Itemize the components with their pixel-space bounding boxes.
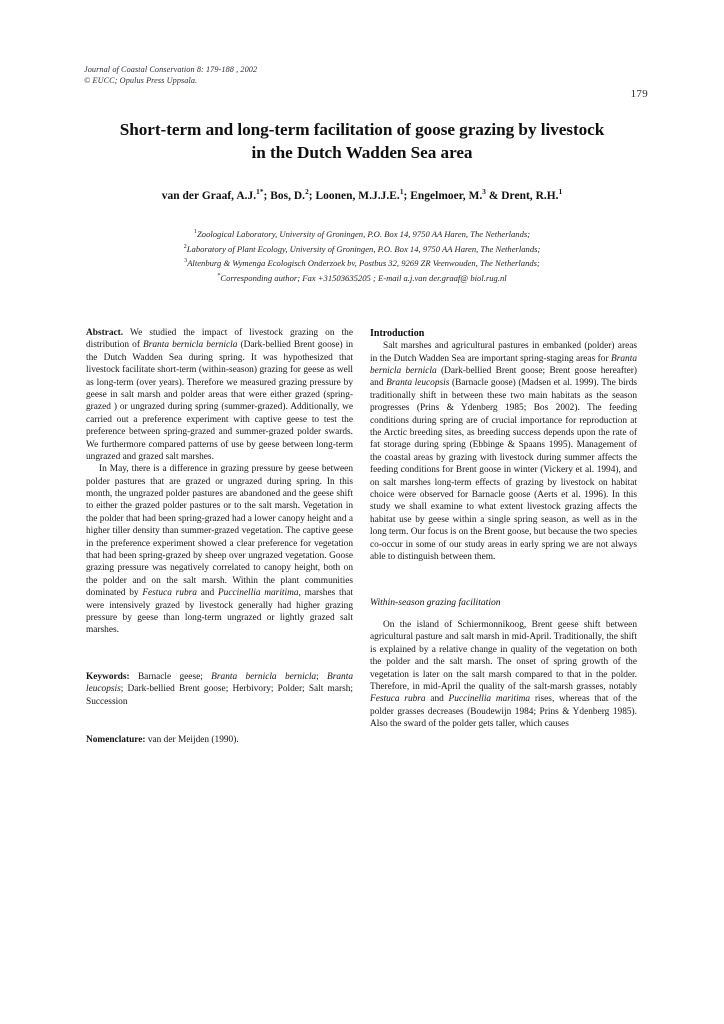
keywords-species-2: Branta leucopsis [86,671,353,695]
author-1-affiliation-marker: 1* [256,188,264,196]
affiliation-3 [62,256,662,271]
intro-species-2: Branta leucopsis [386,378,450,389]
corresponding-author-text: Corresponding author; Fax +31503635205 ; E-mail a.j.van der.graaf@ biol.rug.nl [220,272,507,283]
author-4-affiliation-marker: 3 [482,188,486,196]
keywords-paragraph [86,671,353,708]
author-5-name: Drent, R.H. [501,189,559,202]
column-left [86,327,353,746]
author-3-affiliation-marker: 1 [399,188,404,196]
affiliation-2 [62,242,662,257]
abstract-p2-text-a: In May, there is a difference in grazing pressure by geese between polder pastures that are grazed or ungrazed during spring. In this month, the ungrazed polder pastures are abandoned and the geese shift to either the grazed polder pastures or to the salt marsh. Vegetation in the polder that had been spring-grazed had a lower canopy height and a higher tiller density than summer-grazed vegetation. The captive geese in the preference experiment showed a clear preference for vegetation that had been spring-grazed by sheep over ungrazed vegetation. Goose grazing pressure was negatively correlated to canopy height, both on the polder and on the salt marsh. Within the plant communities dominated by [86,464,353,599]
title-line-1: Short-term and long-term facilitation of goose grazing by livestock [119,120,605,139]
spacer-abstract-keywords [86,637,353,671]
affiliation-3-marker: 3 [184,257,188,265]
affiliation-2-marker: 2 [183,242,187,250]
affiliation-1-text: Zoological Laboratory, University of Groningen, P.O. Box 14, 9750 AA Haren, The Netherlands; [197,228,531,239]
intro-text-c: (Barnacle goose) (Madsen et al. 1999). The birds traditionally shift in between these two main habitats as the season progresses (Prins & Ydenberg 1985; Bos 2002). The feeding conditions during spring are of crucial importance for reproduction at the Arctic breeding sites, as breeding success depends upon the rate of fat storage during spring (Ebbinge & Spaans 1995). Management of the coastal areas by grazing with livestock during summer affects the feeding conditions for Brent goose in winter (Vickery et al. 1994), and on salt marshes long-term effects of grazing by livestock on habitat choice were observed for Barnacle goose (Aerts et al. 1996). In this study we shall examine to what extent livestock grazing affects the habitat use by geese within a single spring season, as well as in the long term. Our focus is on the Brent goose, but because the two species co-occur in some of our study areas in early spring we are not always able to distinguish between them. [370,378,638,562]
abstract-p1-text-b: (Dark-bellied Brent goose) in the Dutch Wadden Sea during spring. It was hypothesized that livestock facilitate short-term (within-season) grazing for geese as well as long-term (over years). Therefore we measured grazing pressure by geese in salt marsh and polder areas that were either grazed (spring-grazed ) or ungrazed during spring (summer-grazed). Additionally, we carried out a preference experiment with captive geese to test the preference between spring-grazed and summer-grazed polder swards. We furthermore compared patterns of use by geese between long-term ungrazed and grazed salt marshes. [86,340,353,462]
spacer-subhead-body [370,610,637,619]
abstract-p2-text-b: and [196,588,218,599]
author-separator-3: ; [403,189,411,202]
abstract-species-2: Festuca rubra [142,588,197,599]
section-heading-introduction: Introduction [370,328,425,339]
abstract-p2-text-c: , marshes that were intensively grazed by livestock generally had higher grazing pressure by geese than long-term ungrazed or lightly grazed salt marshes. [86,588,354,636]
page-title [62,118,662,165]
within-season-paragraph-1 [370,619,637,731]
author-3-name: Loonen, M.J.J.E. [315,189,400,202]
author-separator-2: ; [308,189,316,202]
keywords-label: Keywords: [86,671,130,682]
author-separator-4: & [485,189,502,202]
intro-species-1: Branta bernicla bernicla [370,353,637,377]
nomenclature-paragraph [86,734,353,746]
within-season-species-2: Puccinellia maritima [448,694,531,705]
affiliation-3-text: Altenburg & Wymenga Ecologisch Onderzoek bv, Postbus 32, 9269 ZR Veenwouden, The Netherlands; [187,258,540,269]
affiliation-list [62,227,662,285]
abstract-p1-text-a: We studied the impact of livestock grazing on the distribution of [86,328,353,351]
within-season-species-1: Festuca rubra [370,694,426,705]
within-season-text-a: On the island of Schiermonnikoog, Brent geese shift between agricultural pasture and salt marsh in mid-April. Traditionally, the shift is explained by a relative change in quality of the vegetation on both the polder and the salt marsh. The onset of spring growth of the vegetation is later on the salt marsh compared to that in the polder. Therefore, in mid-April the quality of the salt-marsh grasses, notably [370,620,637,692]
column-right [370,327,637,731]
author-1-name: van der Graaf, A.J. [161,189,257,202]
journal-copyright-line: © EUCC; Opulus Press Uppsala. [84,76,198,86]
title-line-2: in the Dutch Wadden Sea area [251,143,473,163]
intro-text-b: (Dark-bellied Brent goose; Brent goose hereafter) and [370,366,637,389]
author-list [62,188,662,202]
author-4-name: Engelmoer, M. [410,189,483,202]
introduction-paragraph-1 [370,340,637,563]
keywords-part-1: Barnacle geese; [129,671,212,682]
keywords-species-1: Branta bernicla bernicla [211,671,317,682]
author-separator-1: ; [263,189,271,202]
journal-citation-line: Journal of Coastal Conservation 8: 179-188 , 2002 [84,65,258,74]
corresponding-author-marker: * [217,271,221,279]
author-2-name: Bos, D. [270,189,306,202]
abstract-species-1: Branta bernicla bernicla [143,340,238,351]
abstract-species-3: Puccinellia maritima [217,588,299,599]
intro-text-a: Salt marshes and agricultural pastures in embanked (polder) areas in the Dutch Wadden Sea are important spring-staging areas for [370,341,637,364]
journal-header [84,64,504,86]
keywords-part-2: ; [316,671,328,682]
affiliation-1 [62,227,662,242]
spacer-keywords-nomenclature [86,708,353,734]
keywords-part-3: ; Dark-bellied Brent goose; Herbivory; Polder; Salt marsh; Succession [86,684,353,707]
subsection-heading-within-season: Within-season grazing facilitation [370,597,501,609]
abstract-label: Abstract. [86,328,124,338]
abstract-paragraph-2 [86,463,353,636]
affiliation-1-marker: 1 [193,228,197,235]
author-2-affiliation-marker: 2 [305,188,309,196]
within-season-text-b: and [425,694,449,705]
affiliation-2-text: Laboratory of Plant Ecology, University of Groningen, P.O. Box 14, 9750 AA Haren, The Netherlands; [186,243,541,254]
abstract-paragraph-1 [86,327,353,463]
page-number: 179 [630,88,648,100]
author-5-affiliation-marker: 1 [558,188,563,196]
corresponding-author-note [62,271,662,286]
nomenclature-text: van der Meijden (1990). [145,734,239,745]
spacer-intro-subsection [370,563,637,597]
within-season-text-c: rises, whereas that of the polder grasses decreases (Boudewijn 1984; Prins & Ydenberg 1985). Also the sward of the polder gets taller, which causes [370,694,637,730]
nomenclature-label: Nomenclature: [86,734,146,745]
